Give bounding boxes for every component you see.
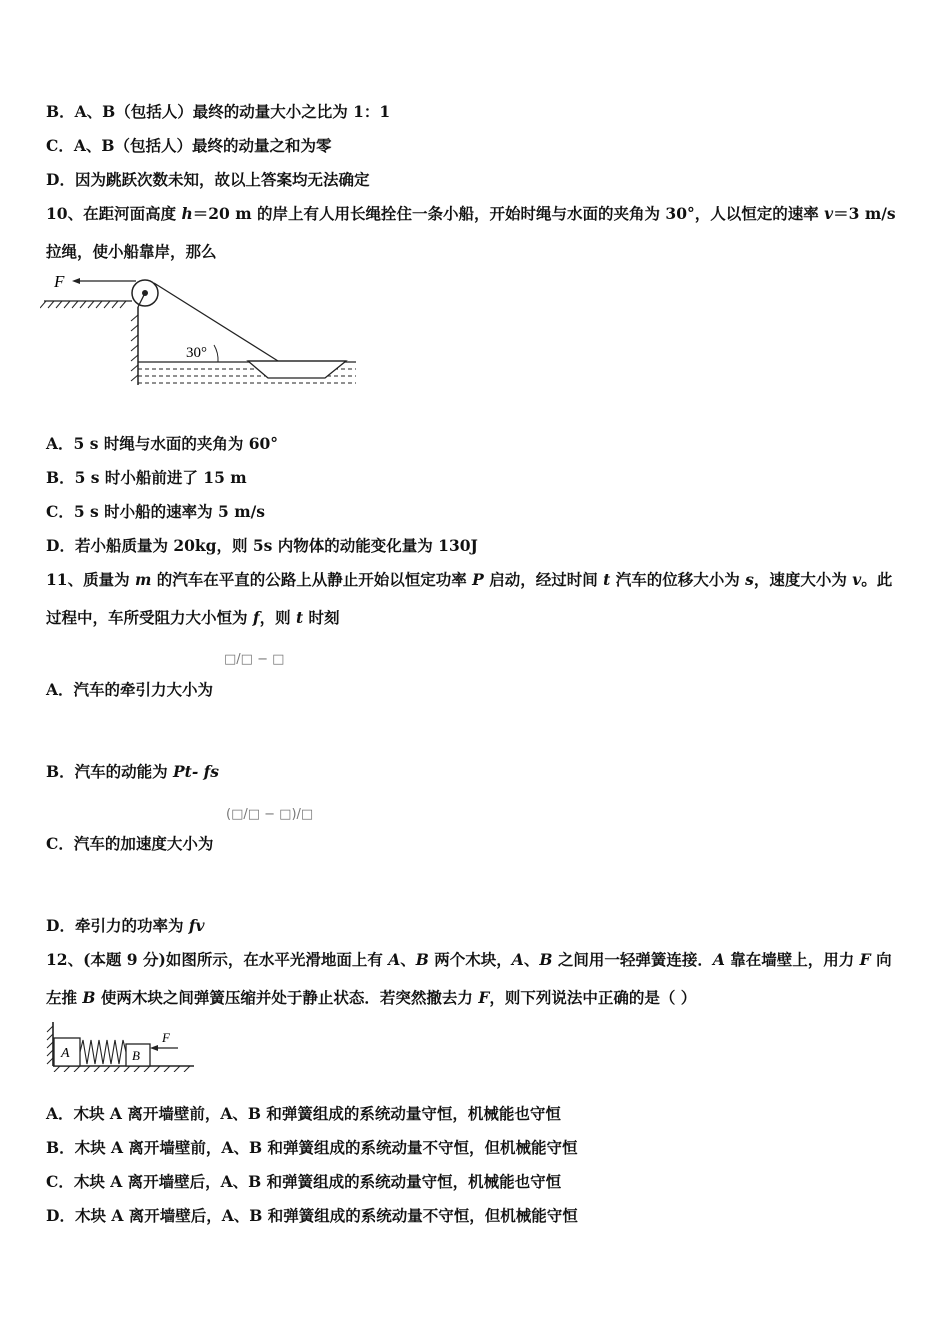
- q10-option-d: D．若小船质量为 20kg，则 5s 内物体的动能变化量为 130J: [46, 536, 478, 555]
- q11-option-a: A．汽车的牵引力大小为: [46, 680, 214, 699]
- q11-option-a-formula: □/□ − □: [224, 652, 285, 667]
- q12-fig-block-a-label: A: [61, 1046, 70, 1061]
- q12-option-d: D．木块 A 离开墙壁后，A、B 和弹簧组成的系统动量不守恒，但机械能守恒: [46, 1206, 578, 1225]
- q11-option-b: B．汽车的动能为 Pt- fs: [46, 762, 220, 781]
- q12-stem-line1: 12、(本题 9 分)如图所示，在水平光滑地面上有 A、B 两个木块，A、B 之间用一轻弹簧连接．A 靠在墙壁上，用力 F 向: [46, 950, 892, 969]
- q10-option-c: C．5 s 时小船的速率为 5 m/s: [46, 502, 266, 521]
- q10-stem-line1: 10、在距河面高度 h＝20 m 的岸上有人用长绳拴住一条小船，开始时绳与水面的夹角为 30°，人以恒定的速率 v＝3 m/s: [46, 204, 896, 223]
- q12-option-a: A．木块 A 离开墙壁前，A、B 和弹簧组成的系统动量守恒，机械能也守恒: [46, 1104, 561, 1123]
- q10-option-b: B．5 s 时小船前进了 15 m: [46, 468, 247, 487]
- q12-fig-force-label: F: [162, 1030, 170, 1045]
- q12-spring-figure: [46, 1018, 198, 1072]
- q11-stem-line2: 过程中，车所受阻力大小恒为 f，则 t 时刻: [46, 608, 340, 627]
- q12-stem-line2: 左推 B 使两木块之间弹簧压缩并处于静止状态．若突然撤去力 F，则下列说法中正确的是（ ）: [46, 988, 697, 1007]
- q12-option-b: B．木块 A 离开墙壁前，A、B 和弹簧组成的系统动量不守恒，但机械能守恒: [46, 1138, 578, 1157]
- q11-option-c-formula: (□/□ − □)/□: [226, 807, 314, 822]
- q11-stem-line1: 11、质量为 m 的汽车在平直的公路上从静止开始以恒定功率 P 启动，经过时间 t 汽车的位移大小为 s，速度大小为 v。此: [46, 570, 893, 589]
- q12-fig-block-b-label: B: [132, 1048, 140, 1063]
- q11-option-c: C．汽车的加速度大小为: [46, 834, 214, 853]
- q10-stem-line2: 拉绳，使小船靠岸，那么: [46, 242, 217, 261]
- q11-option-d: D．牵引力的功率为 fv: [46, 916, 205, 935]
- q10-fig-angle-label: 30°: [186, 345, 207, 361]
- q9-option-d: D．因为跳跃次数未知，故以上答案均无法确定: [46, 170, 370, 189]
- q10-option-a: A．5 s 时绳与水面的夹角为 60°: [46, 434, 279, 453]
- q12-option-c: C．木块 A 离开墙壁后，A、B 和弹簧组成的系统动量守恒，机械能也守恒: [46, 1172, 562, 1191]
- q10-boat-figure: [40, 265, 370, 395]
- q10-fig-force-label: F: [54, 272, 65, 291]
- q9-option-c: C．A、B（包括人）最终的动量之和为零: [46, 136, 332, 155]
- q9-option-b: B．A、B（包括人）最终的动量大小之比为 1：1: [46, 102, 391, 121]
